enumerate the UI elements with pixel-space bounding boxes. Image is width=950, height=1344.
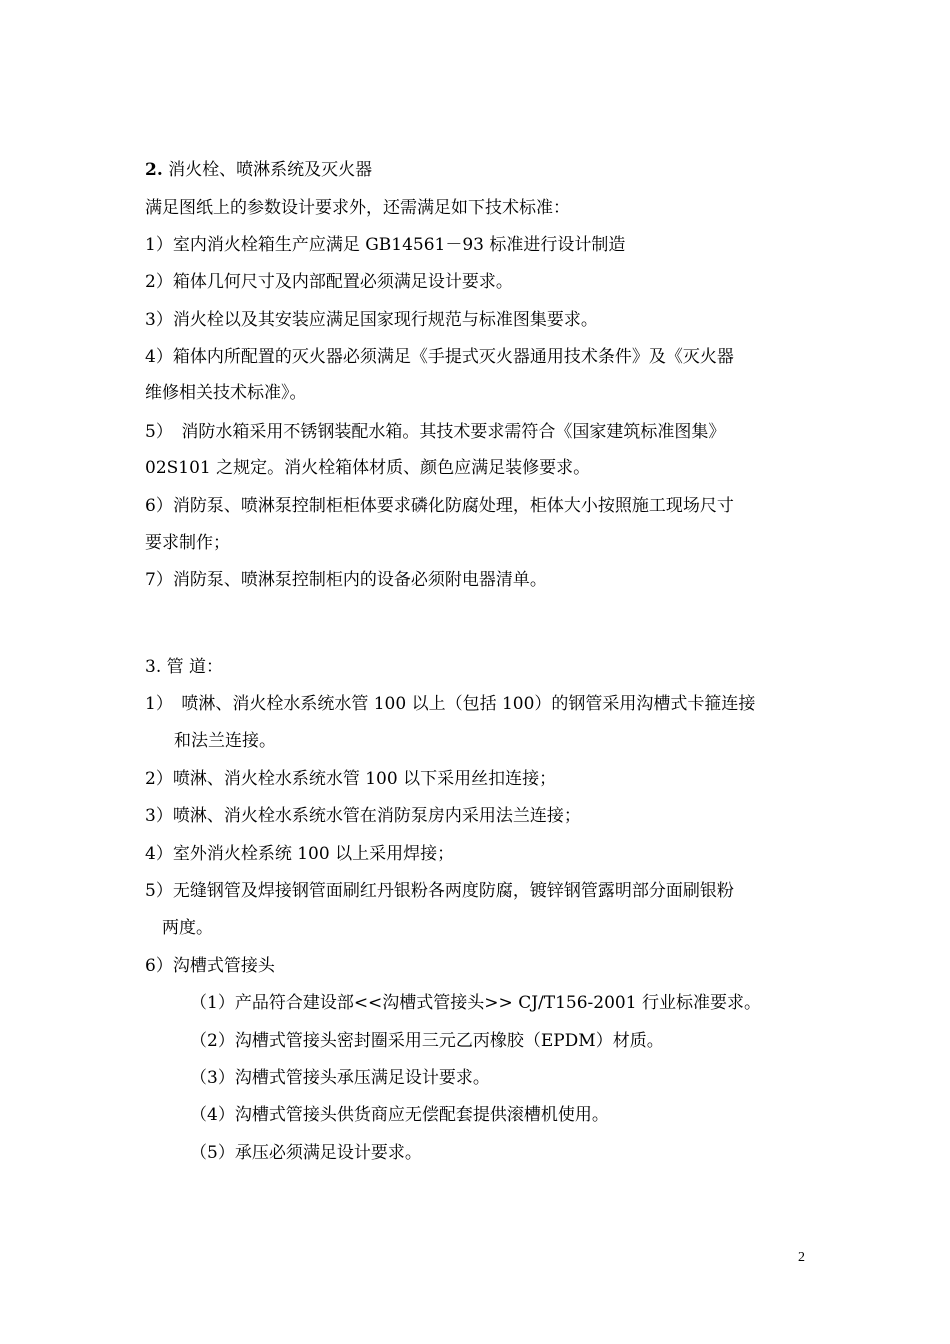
section3-item-2: 2）喷淋、消火栓水系统水管 100 以下采用丝扣连接；	[145, 769, 557, 789]
section3-subitem-1: （1）产品符合建设部<<沟槽式管接头>> CJ/T156-2001 行业标准要求。	[190, 993, 761, 1013]
section3-item-5: 5）无缝钢管及焊接钢管面刷红丹银粉各两度防腐，镀锌钢管露明部分面刷银粉	[145, 881, 734, 901]
section2-item-2: 2）箱体几何尺寸及内部配置必须满足设计要求。	[145, 272, 513, 292]
section3-subitem-4: （4）沟槽式管接头供货商应无偿配套提供滚槽机使用。	[190, 1105, 609, 1125]
section3-item-4: 4）室外消火栓系统 100 以上采用焊接；	[145, 844, 455, 864]
section2-item-4-cont: 维修相关技术标准》。	[145, 383, 307, 403]
section2-item-3: 3）消火栓以及其安装应满足国家现行规范与标准图集要求。	[145, 310, 598, 330]
section3-item-6: 6）沟槽式管接头	[145, 956, 275, 976]
section2-item-1: 1）室内消火栓箱生产应满足 GB14561－93 标准进行设计制造	[145, 235, 626, 255]
section3-item-1-cont: 和法兰连接。	[174, 731, 276, 751]
section2-intro: 满足图纸上的参数设计要求外，还需满足如下技术标准：	[145, 198, 570, 218]
section3-item-1: 1） 喷淋、消火栓水系统水管 100 以上（包括 100）的钢管采用沟槽式卡箍连接	[145, 694, 756, 714]
section2-item-6-cont: 要求制作；	[145, 533, 230, 553]
section3-item-5-cont: 两度。	[162, 918, 213, 938]
section3-subitem-2: （2）沟槽式管接头密封圈采用三元乙丙橡胶（EPDM）材质。	[190, 1031, 664, 1051]
section2-item-5: 5） 消防水箱采用不锈钢装配水箱。其技术要求需符合《国家建筑标准图集》	[145, 422, 726, 442]
section2-heading	[145, 158, 372, 182]
section2-item-4: 4）箱体内所配置的灭火器必须满足《手提式灭火器通用技术条件》及《灭火器	[145, 347, 734, 367]
section3-item-3: 3）喷淋、消火栓水系统水管在消防泵房内采用法兰连接；	[145, 806, 581, 826]
section2-item-5-cont: 02S101 之规定。消火栓箱体材质、颜色应满足装修要求。	[145, 458, 591, 478]
section2-heading-number: 2.	[145, 160, 163, 180]
section3-heading: 3. 管 道：	[145, 657, 224, 677]
section2-item-7: 7）消防泵、喷淋泵控制柜内的设备必须附电器清单。	[145, 570, 547, 590]
section2-heading-text: 消火栓、喷淋系统及灭火器	[168, 160, 373, 180]
section3-subitem-5: （5）承压必须满足设计要求。	[190, 1143, 422, 1163]
section2-item-6: 6）消防泵、喷淋泵控制柜柜体要求磷化防腐处理，柜体大小按照施工现场尺寸	[145, 496, 734, 516]
page-number: 2	[798, 1250, 805, 1265]
section3-subitem-3: （3）沟槽式管接头承压满足设计要求。	[190, 1068, 490, 1088]
